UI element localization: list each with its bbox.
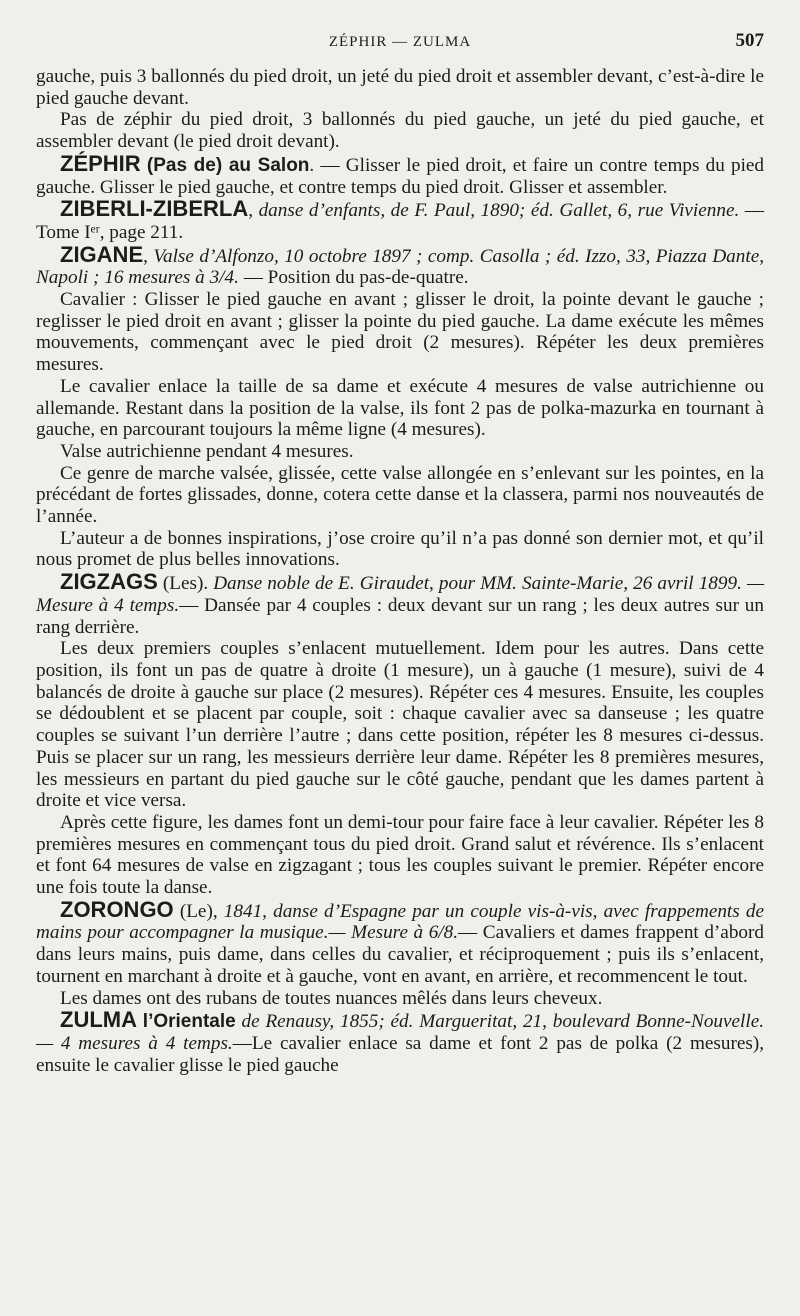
entry-headword: ZIBERLI-ZIBERLA xyxy=(60,196,249,222)
text-run: , xyxy=(248,200,259,222)
text-run: (Les). xyxy=(157,573,214,595)
page-number: 507 xyxy=(735,30,764,51)
page-body xyxy=(36,66,764,1076)
text-run: Pas de zéphir du pied droit, 3 ballonnés du pied gauche, un jeté du pied gauche, et assembler devant (le pied droit devant). xyxy=(36,109,764,153)
running-title: ZÉPHIR — ZULMA xyxy=(328,34,472,50)
italic-text: Danse noble de E. Giraudet, pour MM. Sainte-Marie, 26 avril 1899. — Mesure à 4 temps. xyxy=(36,573,765,616)
text-run: — Cavaliers et dames frappent d’abord dans leurs mains, puis dame, dans celles du cavalier, et réciproquement ; puis ils s’enlacent, tournent en marchant à droite et à gauche, vont en avant, en arrière, et recommencent le tout. xyxy=(36,922,764,987)
text-run: — Dansée par 4 couples : deux devant sur un rang ; les deux autres sur un rang derrière. xyxy=(36,594,764,638)
entry-headword: ZIGANE xyxy=(60,241,144,267)
paragraph xyxy=(36,289,764,376)
paragraph xyxy=(36,988,764,1010)
text-run: Ce genre de marche valsée, glissée, cette valse allongée en s’enlevant sur les pointes, en la précédant de fortes glissades, donne, cotera cette danse et la classera, parmi nos nouveautés de l’année. xyxy=(36,462,764,528)
paragraph xyxy=(36,638,764,812)
text-run: — Tome Iᵉʳ, page 211. xyxy=(36,200,765,243)
text-run: gauche, puis 3 ballonnés du pied droit, un jeté du pied droit et assembler devant, c’est-à-dire le pied gauche devant. xyxy=(36,66,764,109)
entry-zulma xyxy=(36,1009,764,1076)
italic-text: Valse d’Alfonzo, 10 octobre 1897 ; comp. Casolla ; éd. Izzo, 33, Piazza Dante, Napoli ; 16 mesures à 3/4. xyxy=(36,245,765,289)
italic-text: 1841, danse d’Espagne par un couple vis-à-vis, avec frappements de mains pour accompagner la musique.— Mesure à 6/8. xyxy=(36,900,764,944)
entry-subheadword: (Pas de) au Salon xyxy=(146,154,310,176)
text-run: Les deux premiers couples s’enlacent mutuellement. Idem pour les autres. Dans cette position, ils font un pas de quatre à droite (1 mesure), un à gauche (1 mesure), suivi de 4 balancés de droite à gauche sur place (2 mesures). Répéter ces 4 mesures. Ensuite, les couples se dédoublent et se placent par couple, soit : chaque cavalier avec sa danseuse ; les quatre couples se suivant l’un derrière l’autre ; dans cette position, répéter les 8 mesures ci-dessus. Puis se placer sur un rang, les messieurs derrière leur dame. Répéter les 8 premières mesures, les messieurs en partant du pied gauche sur le côté gauche, pendant que les dames partent à droite et vice versa. xyxy=(36,638,764,812)
entry-zigzags xyxy=(36,571,764,638)
text-run: Les dames ont des rubans de toutes nuances mêlés dans leurs cheveux. xyxy=(60,987,603,1009)
italic-text: danse d’enfants, de F. Paul, 1890; éd. Gallet, 6, rue Vivienne. xyxy=(258,200,740,222)
entry-headword: ZULMA xyxy=(60,1007,137,1033)
text-run: L’auteur a de bonnes inspirations, j’ose croire qu’il n’a pas donné son dernier mot, et qu’il nous promet de plus belles innovations. xyxy=(36,527,764,571)
entry-headword: ZIGZAGS xyxy=(60,569,158,595)
entry-zephir xyxy=(36,150,765,198)
paragraph xyxy=(36,812,764,899)
paragraph xyxy=(36,441,764,463)
entry-headword: ZORONGO xyxy=(60,896,174,922)
text-run: Valse autrichienne pendant 4 mesures. xyxy=(60,440,354,462)
paragraph xyxy=(36,528,764,571)
text-run: , xyxy=(143,245,154,267)
paragraph xyxy=(36,66,764,109)
entry-subheadword: l’Orientale xyxy=(142,1011,236,1033)
text-run: Le cavalier enlace la taille de sa dame et exécute 4 mesures de valse autrichienne ou allemande. Restant dans la position de la valse, ils font 2 pas de polka-mazurka en tournant à gauche, en parcourant toujours la même ligne (4 mesures). xyxy=(36,375,764,441)
text-run: . — Glisser le pied droit, et faire un contre temps du pied gauche. Glisser le pied gauche, et contre temps du pied droit. Glisser et assembler. xyxy=(36,154,765,198)
entry-zorongo xyxy=(36,896,764,988)
entry-ziberli xyxy=(36,198,764,243)
entry-headword: ZÉPHIR xyxy=(60,150,141,176)
running-header xyxy=(36,30,764,54)
text-run: —Le cavalier enlace sa dame et font 2 pas de polka (2 mesures), ensuite le cavalier glisse le pied gauche xyxy=(36,1032,765,1076)
paragraph xyxy=(36,376,764,441)
text-run: (Le), xyxy=(173,900,224,922)
text-run: — Position du pas-de-quatre. xyxy=(238,267,469,289)
paragraph xyxy=(36,463,764,528)
text-run: Après cette figure, les dames font un demi-tour pour faire face à leur cavalier. Répéter les 8 premières mesures en commençant tous du pied droit. Grand salut et révérence. Ils s’enlacent et font 64 mesures de valse en zigzagant ; tous les couples suivant le premier. Répéter encore une fois toute la danse. xyxy=(36,811,764,899)
text-run: Cavalier : Glisser le pied gauche en avant ; glisser le droit, la pointe devant le gauche ; reglisser le pied droit en avant ; glisser la pointe du pied gauche. La dame exécute les mêmes mouvements, commençant avec le pied droit (2 mesures). Répéter les deux premières mesures. xyxy=(36,289,764,376)
italic-text: de Renausy, 1855; éd. Margueritat, 21, boulevard Bonne-Nouvelle.— 4 mesures à 4 temps. xyxy=(36,1011,765,1054)
paragraph xyxy=(36,109,764,152)
entry-zigane xyxy=(36,241,765,289)
